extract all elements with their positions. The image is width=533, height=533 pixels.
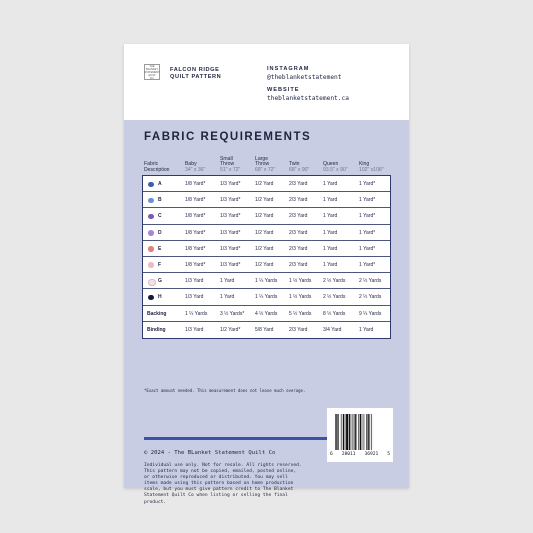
table-cell: 1 Yard* [359,229,376,236]
barcode-bar [366,414,367,450]
table-cell: 1/8 Yard* [185,197,206,204]
column-header-name: Twin [289,161,300,168]
table-cell: 1 ¼ Yards [255,294,278,301]
barcode-bar [349,414,350,450]
table-cell: 1/8 Yard* [185,229,206,236]
table-cell: 1/3 Yard* [220,197,241,204]
fabric-swatch [148,279,156,287]
barcode-bars [335,414,387,450]
barcode-bar [345,414,346,450]
table-row [143,241,390,257]
table-row [143,225,390,241]
table-row [143,289,390,305]
footnote: *Exact amount needed. This measurement does not leave much overage. [144,388,306,393]
table-cell: 1/2 Yard [255,181,274,187]
fabric-label: C [158,213,162,220]
table-cell: 2/3 Yard [289,181,308,187]
barcode-bar [371,414,372,450]
fabric-requirements-table [142,175,391,339]
column-header-dimensions: 102" x108" [359,167,384,174]
logo-wordmark [144,65,159,80]
brand-logo [144,64,160,80]
pattern-name [170,67,221,81]
pattern-back-cover [124,44,409,505]
column-header-name: Small [220,155,233,162]
table-cell: 2 ½ Yards [359,278,382,285]
table-cell: 2/3 Yard [289,197,308,204]
pattern-name-line1: FALCON RIDGE [170,67,220,73]
table-cell: 2 ½ Yards [323,278,346,285]
table-row [143,192,390,208]
table-cell: 1 Yard* [359,197,376,204]
barcode-bar [341,414,342,450]
table-row [143,322,390,338]
table-cell: 1/3 Yard* [220,261,241,268]
column-header [289,162,309,174]
barcode [327,408,393,462]
fabric-label: Binding [147,326,166,333]
table-cell: 1 Yard* [359,245,376,252]
column-header-name: Queen [323,161,339,168]
table-cell: 2/3 Yard [289,245,308,252]
table-cell: 2/3 Yard [289,229,308,236]
fabric-label: H [158,294,162,301]
barcode-bar [362,414,363,450]
barcode-digit-group: 5 [387,452,390,457]
table-cell: 1 Yard* [359,261,376,268]
logo-word: STATEMENT [144,70,160,74]
website-url[interactable]: theblanketstatement.ca [267,95,349,102]
table-cell: 9 ¼ Yards [359,310,382,317]
table-cell: 1 Yard [323,181,338,187]
column-header-name: Description [144,167,170,174]
column-header [359,162,384,174]
table-cell: 1 Yard* [359,181,376,187]
table-cell: 1/2 Yard [255,213,274,220]
barcode-digits [330,452,390,457]
table-cell: 1/8 Yard* [185,213,206,220]
instagram-handle[interactable]: @theblanketstatement [267,74,342,81]
table-cell: 1/2 Yard [255,197,274,204]
table-cell: 3/4 Yard [323,326,342,333]
column-header [144,162,169,174]
barcode-bar [369,414,370,450]
column-header [185,162,205,174]
fabric-label: B [158,197,162,204]
column-header-name: Throw [255,161,270,168]
table-row [143,273,390,289]
fabric-swatch [148,198,154,204]
barcode-bar [354,414,355,450]
fabric-label: G [158,278,162,285]
column-header [323,162,348,174]
barcode-bar [360,414,361,450]
fabric-label: Backing [147,310,167,317]
table-row [143,306,390,322]
column-header-dimensions: 34" x 36" [185,167,206,174]
column-header-name: Baby [185,161,197,168]
social-links [267,66,349,105]
legal-text: Individual use only. Not for resale. All rights reserved. This pattern may not be copied, emailed, posted online, or otherwise reproduced or distributed. You may sell items made using this pattern based on home production scale, but you must give pattern credit to The Blanket Statement Quilt Co when listing or selling the final product. [144,463,302,505]
column-header-name: King [359,161,370,168]
barcode-bar [353,414,354,450]
table-cell: 1/2 Yard [255,229,274,236]
header-panel [124,44,409,120]
barcode-bar [335,414,336,450]
column-header [220,157,240,174]
table-cell: 1 Yard [323,197,338,204]
table-cell: 5/8 Yard [255,326,274,333]
column-header-dimensions: 51" x 72" [220,167,241,174]
table-cell: 2/3 Yard [289,326,308,333]
fabric-label: F [158,261,162,268]
table-cell: 1 Yard [220,278,235,285]
table-cell: 1/3 Yard* [220,181,241,187]
column-header-name: Throw [220,161,235,168]
fabric-label: E [158,245,162,252]
barcode-bar [355,414,356,450]
logo-word: THE [149,64,155,68]
table-cell: 1 Yard* [359,213,376,220]
barcode-digit-group: 36921 [364,452,379,457]
table-cell: 1/2 Yard [255,261,274,268]
table-cell: 1/2 Yard* [220,326,241,333]
table-cell: 1/3 Yard [185,278,204,285]
table-cell: 1/3 Yard* [220,213,241,220]
table-cell: 1/8 Yard* [185,245,206,252]
table-cell: 1/3 Yard [185,294,204,301]
website-label: WEBSITE [267,87,300,93]
section-title: FABRIC REQUIREMENTS [144,131,312,143]
column-header-dimensions: 68" x 72" [255,167,276,174]
pattern-name-line2: QUILT PATTERN [170,74,222,80]
table-cell: 1/3 Yard* [220,245,241,252]
table-cell: 3 ½ Yards* [220,310,245,317]
barcode-bar [346,414,348,450]
table-cell: 5 ½ Yards [289,310,312,317]
table-cell: 1 ½ Yards [289,278,312,285]
copyright: © 2024 - The BLanket Statement Quilt Co [144,450,276,456]
table-row [143,208,390,224]
table-cell: 1/3 Yard [185,326,204,333]
column-header-name: Fabric [144,161,159,168]
barcode-bar [336,414,337,450]
table-cell: 1/8 Yard* [185,261,206,268]
table-cell: 1/3 Yard* [220,229,241,236]
table-cell: 1 Yard [323,213,338,220]
barcode-bar [343,414,344,450]
column-header-dimensions: 68" x 90" [289,167,310,174]
fabric-label: D [158,229,162,236]
table-cell: 1 ¼ Yards [255,278,278,285]
barcode-bar [358,414,359,450]
table-cell: 1 Yard [323,229,338,236]
table-cell: 1 Yard [359,326,374,333]
table-cell: 2 ½ Yards [359,294,382,301]
table-cell: 2 ½ Yards [323,294,346,301]
table-cell: 1 Yard [323,261,338,268]
barcode-bar [364,414,365,450]
barcode-bar [351,414,352,450]
logo-word: QUILT [148,73,156,77]
table-header [124,149,409,174]
table-cell: 1 Yard [220,294,235,301]
table-cell: 1 ½ Yards [289,294,312,301]
table-cell: 2/3 Yard [289,213,308,220]
fabric-swatch [148,295,154,301]
fabric-swatch [148,246,154,252]
column-header-dimensions: 93.5" x 90" [323,167,348,174]
table-cell: 1 ¼ Yards [185,310,208,317]
logo-word: BLANKET [146,67,158,71]
fabric-swatch [148,262,154,268]
column-header-name: Large [255,155,269,162]
barcode-digit-group: 28011 [341,452,356,457]
logo-word: CO. [149,76,155,80]
table-cell: 2/3 Yard [289,261,308,268]
fabric-swatch [148,182,154,188]
table-row [143,257,390,273]
barcode-digit-group: 6 [330,452,333,457]
column-header [255,157,275,174]
table-cell: 1 Yard [323,245,338,252]
table-row [143,176,390,192]
barcode-bar [338,414,339,450]
fabric-label: A [158,181,162,187]
barcode-bar [368,414,369,450]
table-cell: 1/8 Yard* [185,181,206,187]
table-cell: 8 ½ Yards [323,310,346,317]
table-cell: 1/2 Yard [255,245,274,252]
fabric-swatch [148,214,154,220]
table-cell: 4 ½ Yards [255,310,278,317]
fabric-swatch [148,230,154,236]
instagram-label: INSTAGRAM [267,66,310,72]
